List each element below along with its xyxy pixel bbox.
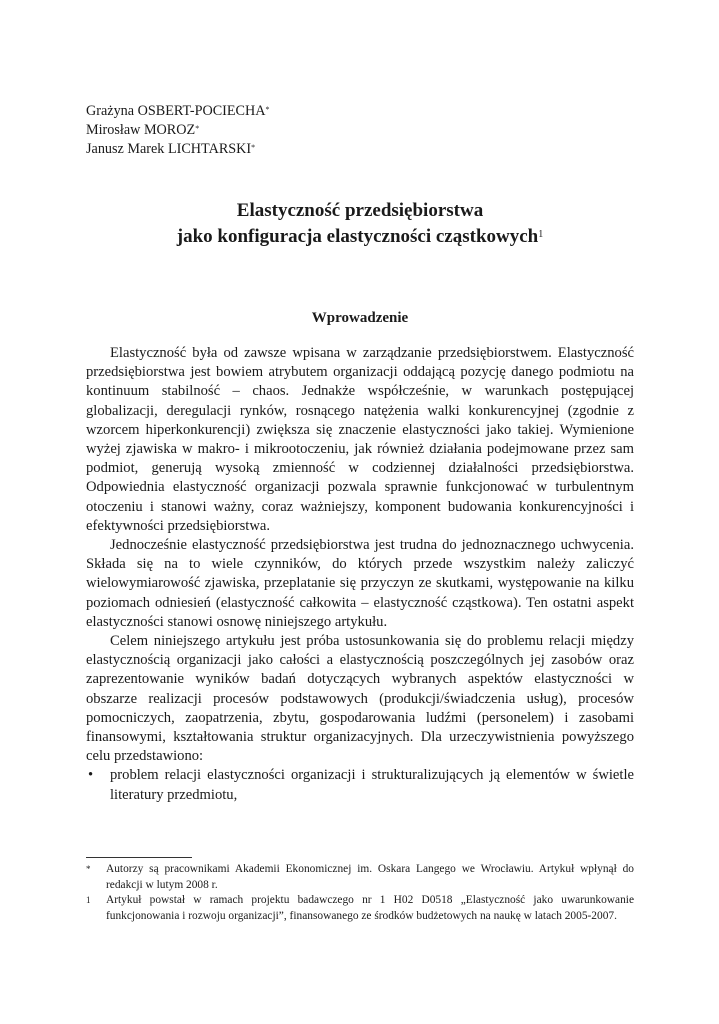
author-footnote-mark: *: [195, 124, 200, 133]
paragraph: Elastyczność była od zawsze wpisana w zarządzanie przedsiębiorstwem. Elastyczność przedsiębiorstwa jest bowiem atrybutem organizacji oddającą pozycję danego podmiotu na kontinuum stabilność – chaos. Jednakże współcześnie, w warunkach postępującej globalizacji, deregulacji rynków, rosnącego natężenia walki konkurencyjnej (zgodnie z wzorcem hiperkonkurencji) zwiększa się znaczenie elastyczności jako takiej. Wymienione wyżej zjawiska w makro- i mikrootoczeniu, jak również działania podejmowane przez sam podmiot, generują wysoką zmienność w codziennej działalności przedsiębiorstwa. Odpowiednia elastyczność organizacji pozwala sprawnie funkcjonować w turbulentnym otoczeniu i stanowi ważny, coraz ważniejszy, komponent budowania konkurencyjności i efektywności przedsiębiorstwa.: [86, 345, 634, 534]
author-last-name: LICHTARSKI: [167, 141, 252, 157]
paragraph: Celem niniejszego artykułu jest próba ustosunkowania się do problemu relacji między elastycznością organizacji jako całości a elastycznością poszczególnych jej zasobów oraz zaprezentowanie wyników badań dotyczących wybranych aspektów elastyczności w obszarze realizacji procesów podstawowych (produkcji/świadczenia usług), procesów pomocniczych, zaopatrzenia, zbytu, gospodarowania ludźmi (personelem) i zasobami finansowymi, kształtowania struktur organizacyjnych. Dla urzeczywistnienia powyższego celu przedstawiono:: [86, 633, 634, 765]
author-last-name: OSBERT-POCIECHA: [137, 103, 266, 119]
author-first-name: Mirosław: [86, 122, 141, 138]
author-list: [86, 102, 270, 159]
footnote-text: Artykuł powstał w ramach projektu badawczego nr 1 H02 D0518 „Elastyczność jako uwarunkowanie funkcjonowania i rozwoju organizacji”, finansowanego ze środków budżetowych na naukę w latach 2005-2007.: [106, 894, 634, 922]
title-line-2: [60, 224, 660, 250]
bullet-item: [86, 766, 634, 804]
footnote: [86, 893, 634, 924]
title-line-1: Elastyczność przedsiębiorstwa: [236, 200, 484, 221]
footnote: [86, 862, 634, 893]
author-last-name: MOROZ: [143, 122, 196, 138]
footnotes: [86, 862, 634, 924]
paragraph: Jednocześnie elastyczność przedsiębiorstwa jest trudna do jednoznacznego uchwycenia. Składa się na to wiele czynników, do których przede wszystkim należy zaliczyć wielowymiarowość zjawiska, przeplatanie się przyczyn ze skutkami, występowanie na kilku poziomach odniesień (elastyczność całkowita – elastyczność cząstkowa). Ten ostatni aspekt elastyczności stanowi osnowę niniejszego artykułu.: [86, 537, 634, 630]
bullet-text: problem relacji elastyczności organizacji i strukturalizujących ją elementów w świetle literatury przedmiotu,: [110, 767, 634, 803]
author-first-name: Janusz Marek: [86, 141, 165, 157]
footnote-separator: [86, 857, 192, 858]
body-text: [86, 344, 634, 805]
author-first-name: Grażyna: [86, 103, 135, 119]
author-footnote-mark: *: [251, 143, 256, 152]
author-1: [86, 102, 270, 121]
paper-title: [60, 198, 660, 250]
author-footnote-mark: *: [265, 105, 270, 114]
author-3: [86, 140, 270, 159]
footnote-mark: *: [86, 864, 91, 874]
bullet-symbol: •: [88, 767, 94, 784]
title-footnote-ref: 1: [538, 229, 544, 240]
footnote-text: Autorzy są pracownikami Akademii Ekonomicznej im. Oskara Langego we Wrocławiu. Artykuł wpłynął do redakcji w lutym 2008 r.: [106, 863, 634, 891]
author-2: [86, 121, 270, 140]
title-line-2-text: jako konfiguracja elastyczności cząstkowych: [176, 226, 539, 247]
section-heading: Wprowadzenie: [311, 310, 409, 326]
footnote-mark: 1: [86, 895, 91, 905]
